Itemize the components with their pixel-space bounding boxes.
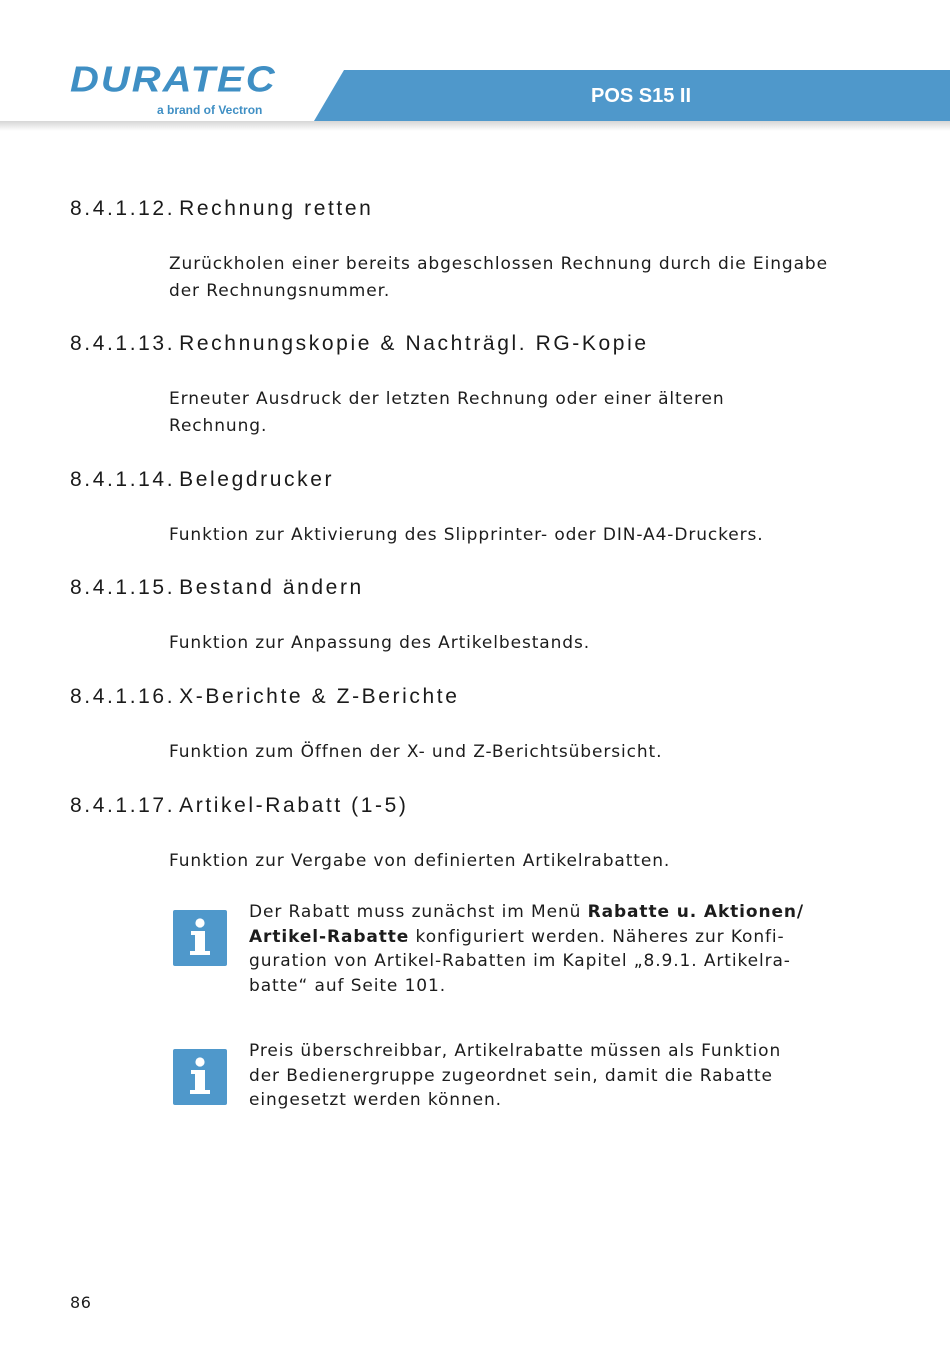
section-heading bbox=[70, 332, 649, 356]
section-heading bbox=[70, 794, 409, 818]
section-number: 8.4.1.16. bbox=[70, 685, 176, 708]
section-title: Belegdrucker bbox=[179, 468, 335, 491]
page-number: 86 bbox=[70, 1293, 92, 1312]
note-text-span: konfiguriert werden. Näheres zur Konfi- bbox=[409, 926, 785, 947]
note-text-span: batte“ auf Seite 101. bbox=[249, 975, 447, 996]
note-text-span: der Bedienergruppe zugeordnet sein, damit die Rabatte bbox=[249, 1065, 773, 1086]
info-note-text bbox=[249, 1039, 809, 1113]
note-text-span: eingesetzt werden können. bbox=[249, 1090, 502, 1110]
section-heading bbox=[70, 685, 460, 709]
section-title: Artikel-Rabatt (1-5) bbox=[179, 794, 409, 817]
note-text-span: guration von Artikel-Rabatten im Kapitel „8.9.1. Artikelra- bbox=[249, 951, 791, 971]
section-body: Funktion zur Aktivierung des Slipprinter- oder DIN-A4-Druckers. bbox=[169, 525, 764, 545]
note-text-span: Der Rabatt muss zunächst im Menü bbox=[249, 902, 588, 922]
section-number: 8.4.1.17. bbox=[70, 794, 176, 817]
section-body: Funktion zum Öffnen der X- und Z-Berichtsübersicht. bbox=[169, 742, 663, 762]
section-title: Rechnungskopie & Nachträgl. RG-Kopie bbox=[179, 332, 649, 355]
brand-tagline: a brand of Vectron bbox=[157, 103, 263, 117]
section-number: 8.4.1.15. bbox=[70, 576, 176, 599]
page-header bbox=[0, 0, 950, 140]
info-icon bbox=[173, 1049, 227, 1105]
section-heading bbox=[70, 468, 334, 492]
section-heading bbox=[70, 197, 373, 221]
info-note-text bbox=[249, 900, 809, 998]
menu-path-bold: Rabatte u. Aktionen/ bbox=[587, 902, 805, 922]
section-title: Rechnung retten bbox=[179, 197, 374, 220]
section-heading bbox=[70, 576, 364, 600]
product-model: POS S15 II bbox=[591, 85, 692, 107]
section-title: Bestand ändern bbox=[179, 576, 364, 599]
section-body: Erneuter Ausdruck der letzten Rechnung oder einer älteren Rechnung. bbox=[169, 389, 725, 436]
section-body: Funktion zur Vergabe von definierten Artikelrabatten. bbox=[169, 851, 671, 871]
section-title: X-Berichte & Z-Berichte bbox=[179, 685, 460, 708]
section-number: 8.4.1.13. bbox=[70, 332, 176, 355]
brand-logo: DURATEC bbox=[70, 60, 277, 100]
menu-path-bold: Artikel-Rabatte bbox=[249, 926, 410, 947]
note-text-span: Preis überschreibbar, Artikelrabatte müssen als Funktion bbox=[249, 1041, 782, 1061]
section-number: 8.4.1.12. bbox=[70, 197, 176, 220]
header-shadow bbox=[0, 121, 950, 131]
section-number: 8.4.1.14. bbox=[70, 468, 176, 491]
section-body: Zurückholen einer bereits abgeschlossen Rechnung durch die Eingabe der Rechnungsnummer. bbox=[169, 254, 828, 301]
section-body: Funktion zur Anpassung des Artikelbestands. bbox=[169, 633, 591, 653]
info-icon bbox=[173, 910, 227, 966]
